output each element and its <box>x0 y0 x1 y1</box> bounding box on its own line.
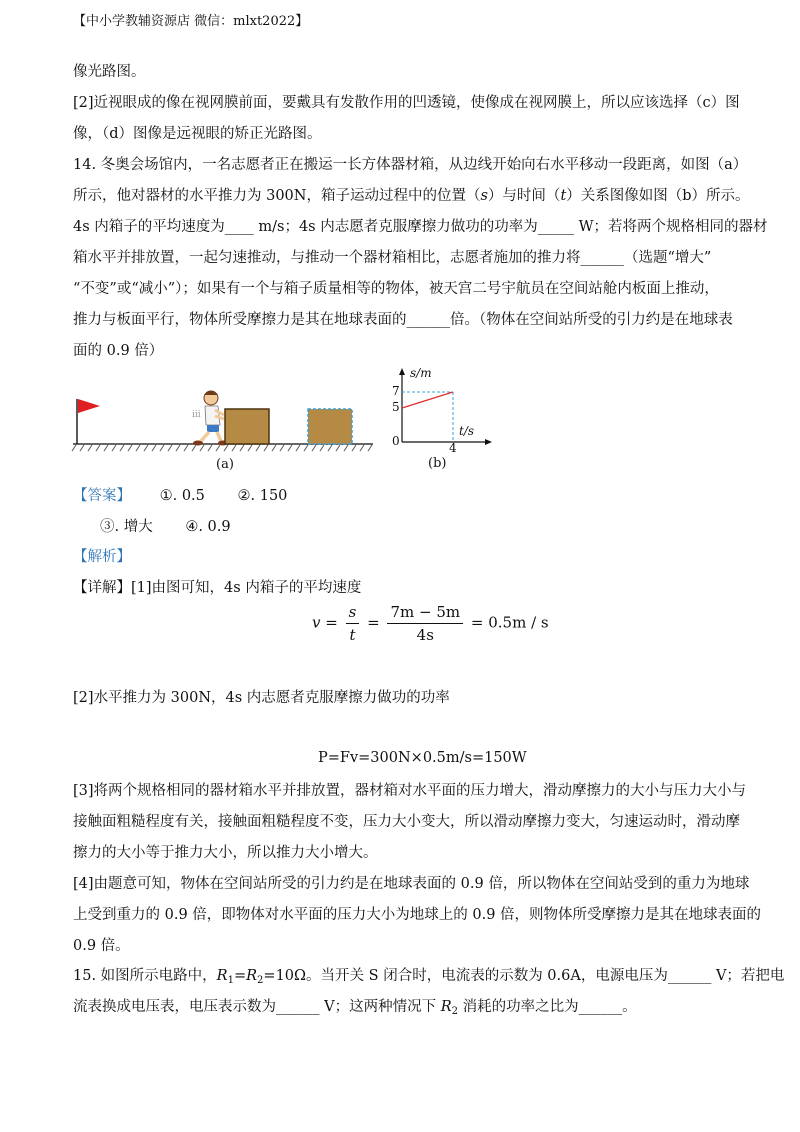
text-segment: ）关系图像如图（b）所示。 <box>566 188 750 204</box>
answer-item: ③. 增大 <box>100 519 153 535</box>
analysis-text: 0.9 倍。 <box>73 938 130 954</box>
analysis-text: [4]由题意可知，物体在空间站所受的引力约是在地球表面的 0.9 倍，所以物体在空间站受到的重力为地球 <box>73 876 750 892</box>
flag-icon <box>78 399 100 413</box>
equation-average-speed <box>312 603 549 644</box>
question-14-stem: 14. 冬奥会场馆内，一名志愿者正在搬运一长方体器材箱，从边线开始向右水平移动一段距离，如图（a） <box>73 157 748 173</box>
text-line <box>73 186 750 206</box>
equation-power: P=Fv=300N×0.5m/s=150W <box>318 750 527 766</box>
text-segment: 流表换成电压表，电压表示数为______ V；这两种情况下 <box>73 999 441 1015</box>
figure-b-graph <box>390 366 500 460</box>
answer-item: ④. 0.9 <box>185 519 231 535</box>
text-line: 推力与板面平行，物体所受摩擦力是其在地球表面的______倍。（物体在空间站所受的引力约是在地球表 <box>73 312 733 328</box>
text-segment: 所示，他对器材的水平推力为 300N，箱子运动过程中的位置（ <box>73 188 481 204</box>
text-line: 4s 内箱子的平均速度为____ m/s；4s 内志愿者克服摩擦力做功的功率为_____ W；若将两个规格相同的器材 <box>73 219 768 235</box>
origin-label: 0 <box>392 434 400 448</box>
y-tick-label: 5 <box>392 400 400 414</box>
x-axis-label: t/s <box>459 424 475 438</box>
subscript: 2 <box>257 975 264 986</box>
analysis-text: 擦力的大小等于推力大小，所以推力大小增大。 <box>73 845 378 861</box>
denominator: 4s <box>416 626 434 644</box>
text-segment: ）与时间（ <box>487 188 561 204</box>
eq-sign: = <box>367 613 380 632</box>
answer-item: ①. 0.5 <box>159 488 205 504</box>
text-line <box>73 997 637 1022</box>
answer-tag: 【答案】 <box>73 488 131 504</box>
s-t-line <box>402 392 453 408</box>
box-end <box>308 409 352 444</box>
text-line: [2]近视眼成的像在视网膜前面，要戴具有发散作用的凹透镜，使像成在视网膜上，所以应该选择（c）图 <box>73 95 740 111</box>
text-line: 像，（d）图像是远视眼的矫正光路图。 <box>73 126 322 142</box>
fraction <box>387 603 463 644</box>
symbol-r: R <box>440 999 452 1015</box>
analysis-text: [3]将两个规格相同的器材箱水平并排放置，器材箱对水平面的压力增大，滑动摩擦力的大小与压力大小与 <box>73 783 747 799</box>
eq-sign: = <box>325 613 338 632</box>
answer-item: ②. 150 <box>237 488 288 504</box>
svg-text:ⅲ: ⅲ <box>192 410 201 420</box>
answer-row <box>73 486 287 506</box>
person-pushing-icon <box>192 391 228 446</box>
eq-symbol: v <box>312 613 321 632</box>
x-tick-label: 4 <box>449 441 457 455</box>
text-line: 像光路图。 <box>73 64 146 80</box>
analysis-text: 上受到重力的 0.9 倍，即物体对水平面的压力大小为地球上的 0.9 倍，则物体所受摩擦力是其在地球表面的 <box>73 907 762 923</box>
text-segment: =10Ω。当开关 S 闭合时，电流表的示数为 0.6A，电源电压为______ V；若把电 <box>263 968 785 984</box>
symbol-r: R <box>246 968 258 984</box>
symbol-s: s <box>480 188 488 204</box>
analysis-text: 接触面粗糙程度有关，接触面粗糙程度不变，压力大小变大，所以滑动摩擦力变大，匀速运动时，滑动摩 <box>73 814 740 830</box>
y-axis-label: s/m <box>410 366 432 380</box>
answer-row <box>100 517 231 537</box>
question-15-stem <box>73 966 784 991</box>
page-header: 【中小学教辅资源店 微信：mlxt2022】 <box>73 14 309 29</box>
numerator: 7m − 5m <box>387 603 463 624</box>
denominator: t <box>349 626 356 644</box>
subscript: 1 <box>227 975 234 986</box>
figure-a-label: (a) <box>216 457 234 472</box>
eq-result: = 0.5m / s <box>470 613 549 632</box>
text-line: 箱水平并排放置，一起匀速推动，与推动一个器材箱相比，志愿者施加的推力将______（选题“增大” <box>73 250 712 266</box>
symbol-t: t <box>560 188 567 204</box>
subscript: 2 <box>451 1006 458 1017</box>
detail-tag: 【详解】 <box>73 580 131 596</box>
x-axis-arrow <box>485 439 492 445</box>
y-axis-arrow <box>399 368 405 375</box>
text-segment: 15. 如图所示电路中， <box>73 968 217 984</box>
analysis-line <box>73 578 361 598</box>
analysis-text: [2]水平推力为 300N，4s 内志愿者克服摩擦力做功的功率 <box>73 690 450 706</box>
analysis-text: [1]由图可知，4s 内箱子的平均速度 <box>131 580 362 596</box>
box-start <box>225 409 269 444</box>
figure-b-label: (b) <box>428 456 447 471</box>
analysis-tag: 【解析】 <box>73 549 131 565</box>
text-segment: 消耗的功率之比为______。 <box>458 999 637 1015</box>
fraction <box>346 603 360 644</box>
eq-sign: = <box>233 968 247 984</box>
text-line: 面的 0.9 倍） <box>73 343 164 359</box>
numerator: s <box>346 603 360 624</box>
text-line: “不变”或“减小”）；如果有一个与箱子质量相等的物体，被天宫二号宇航员在空间站舱内板面上推动， <box>73 281 719 297</box>
symbol-r: R <box>216 968 228 984</box>
y-tick-label: 7 <box>392 384 400 398</box>
